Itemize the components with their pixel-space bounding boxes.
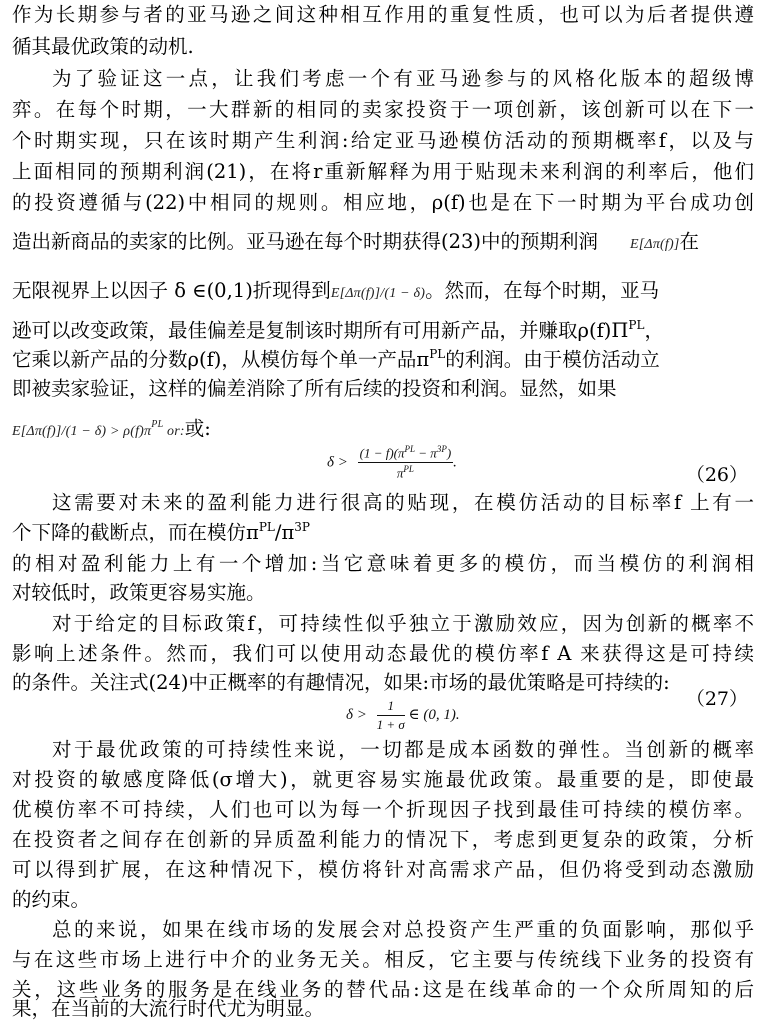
discounted-profit-formula: E[Δπ(f)]/(1 − δ) [330, 286, 426, 301]
text-segment: 无限视界上以因子 δ ∈(0,1)折现得到 [12, 279, 331, 302]
equation-number-27: （27） [685, 688, 748, 710]
eq26-lhs: δ > [327, 454, 348, 471]
eq26-denominator: $\pi^{PL}$ [396, 464, 414, 481]
text-segment: 逊可以改变政策，最佳偏差是复制该时期所有可用新产品，并赚取ρ(f)Π [12, 319, 629, 342]
superscript: PL [151, 419, 164, 430]
text-line-with-formula [12, 416, 754, 446]
text-line: 关，这些业务的服务是在线业务的替代品:这是在线革命的一个众所周知的后 [12, 978, 754, 1001]
eq27-numerator: 1 [377, 698, 405, 716]
text-line [12, 347, 754, 375]
text-line: 的相对盈利能力上有一个增加:当它意味着更多的模仿，而当模仿的利润相 [12, 552, 754, 575]
text-line-with-formula [12, 278, 754, 307]
text-line: 弈。在每个时期，一大群新的相同的卖家投资于一项创新，该创新可以在下一 [12, 98, 754, 121]
text-line: 这需要对未来的盈利能力进行很高的贴现，在模仿活动的目标率f 上有一 [52, 491, 754, 514]
text-line: 在投资者之间存在创新的异质盈利能力的情况下，考虑到更复杂的政策，分析 [12, 828, 754, 851]
text-line: 循其最优政策的动机. [12, 35, 194, 58]
text-line: 的条件。关注式(24)中正概率的有趣情况，如果:市场的最优策略是可持续的: [12, 671, 670, 694]
expected-profit-formula: E[Δπ(f)] [630, 237, 680, 252]
eq27-rhs: ∈ (0, 1). [408, 706, 460, 723]
text-line: 与在这些市场上进行中介的业务无关。相反，它主要与传统线下业务的投资有 [12, 948, 754, 971]
text-segment: 个下降的截断点，而在模仿π [12, 521, 259, 544]
text-line: 对于给定的目标政策f，可持续性似乎独立于激励效应，因为创新的概率不 [52, 612, 754, 635]
text-segment: 或: [184, 417, 211, 440]
text-segment: 造出新商品的卖家的比例。亚马逊在每个时期获得(23)中的预期利润 [12, 230, 599, 253]
inequality-or: or: [163, 424, 185, 439]
text-line: 即被卖家验证，这样的偏差消除了所有后续的投资和利润。显然，如果 [12, 377, 617, 400]
text-line: 果，在当前的大流行时代尤为明显。 [12, 997, 325, 1020]
equation-number-26: （26） [685, 464, 748, 486]
eq27-fraction [377, 698, 405, 733]
equation-26: δ > $\frac{(1 - f)(\pi^{PL} - \pi^{3P})}{\pi^{PL}}$ . [327, 444, 457, 481]
text-line: 的约束。 [12, 888, 91, 911]
eq26-numerator: $(1 - f)(\pi^{PL} - \pi^{3P})$ [358, 444, 454, 463]
superscript: PL [258, 520, 275, 534]
superscript: PL [628, 318, 645, 332]
eq27-lhs: δ > [346, 706, 367, 723]
text-line: 对投资的敏感度降低(σ增大)，就更容易实施最优政策。最重要的是，即使最 [12, 768, 754, 791]
text-segment: /π [274, 521, 295, 544]
eq27-denominator: 1 + σ [376, 717, 405, 732]
text-line: 个时期实现，只在该时期产生利润:给定亚马逊模仿活动的预期概率f，以及与 [12, 129, 754, 152]
text-segment: 在 [679, 230, 700, 253]
text-line: 总的来说，如果在线市场的发展会对总投资产生严重的负面影响，那似乎 [52, 918, 754, 941]
text-line: 作为长期参与者的亚马逊之间这种相互作用的重复性质，也可以为后者提供遵 [12, 3, 754, 26]
text-line: 上面相同的预期利润(21)，在将r重新解释为用于贴现未来利润的利率后，他们 [12, 160, 754, 183]
superscript: 3P [294, 520, 310, 534]
text-segment: 的利润。由于模仿活动立 [445, 348, 660, 371]
text-line: 可以得到扩展，在这种情况下，模仿将针对高需求产品，但仍将受到动态激励 [12, 858, 754, 881]
text-line: 对于最优政策的可持续性来说，一切都是成本函数的弹性。当创新的概率 [52, 738, 754, 761]
text-line: 影响上述条件。然而，我们可以使用动态最优的模仿率f A 来获得这是可持续 [12, 642, 754, 665]
text-line: 的投资遵循与(22)中相同的规则。相应地，ρ(f)也是在下一时期为平台成功创 [12, 191, 754, 214]
text-line-with-formula [12, 229, 754, 258]
text-line: 对较低时，政策更容易实施。 [12, 581, 266, 604]
equation-27 [346, 698, 460, 733]
text-segment: 它乘以新产品的分数ρ(f)，从模仿每个单一产品π [12, 348, 430, 371]
text-line: 逊可以改变政策，最佳偏差是复制该时期所有可用新产品，并赚取$\rho(f)\Pi^{PL}$， [12, 318, 664, 342]
superscript: PL [429, 347, 446, 361]
text-line [12, 520, 754, 548]
text-line: 为了验证这一点，让我们考虑一个有亚马逊参与的风格化版本的超级博 [52, 67, 754, 90]
eq26-fraction [358, 444, 454, 482]
text-line: 优模仿率不可持续，人们也可以为每一个折现因子找到最佳可持续的模仿率。 [12, 798, 754, 821]
text-segment: 。然而，在每个时期，亚马 [425, 279, 660, 302]
inequality-formula: E[Δπ(f)]/(1 − δ) > ρ(f)π [12, 424, 152, 439]
